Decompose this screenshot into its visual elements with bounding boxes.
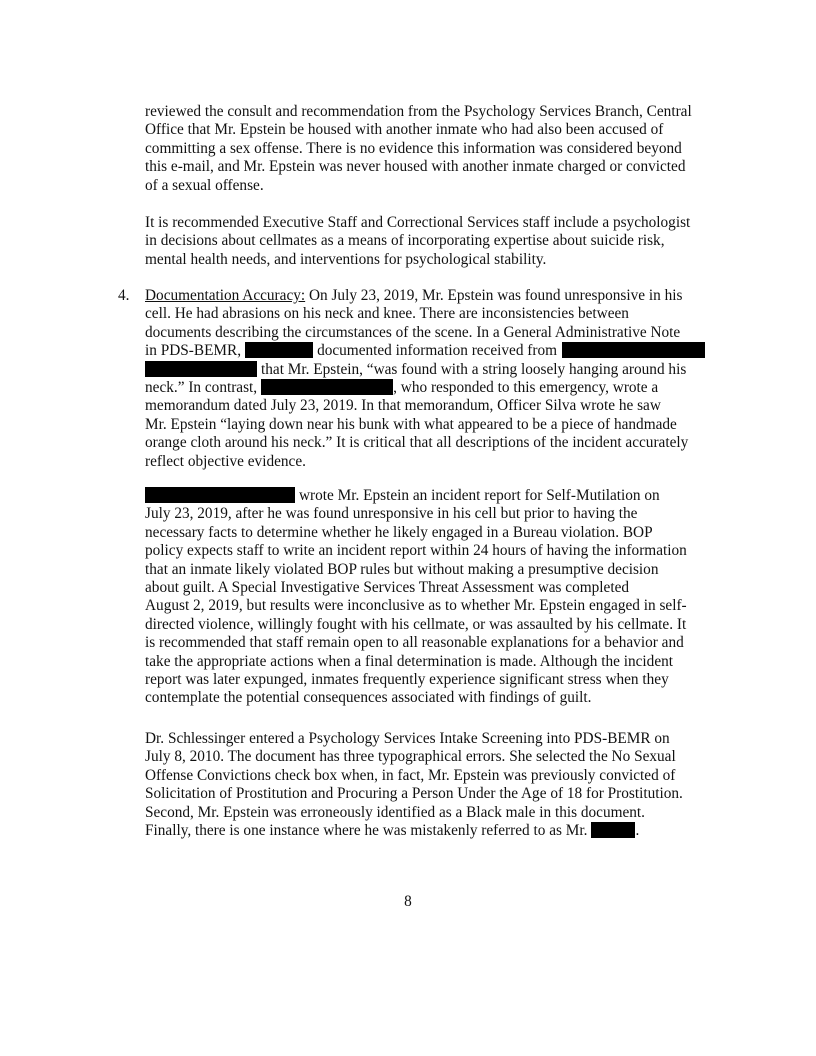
paragraph-intake-screening	[145, 730, 720, 840]
text-line: July 8, 2010. The document has three typographical errors. She selected the No Sexual	[145, 748, 676, 766]
text-fragment: documented information received from	[317, 342, 558, 360]
text-line: of a sexual offense.	[145, 176, 264, 194]
text-line	[145, 379, 720, 397]
text-line: necessary facts to determine whether he likely engaged in a Bureau violation. BOP	[145, 523, 653, 541]
text-line: Offense Convictions check box when, in fact, Mr. Epstein was previously convicted of	[145, 766, 676, 784]
text-line: orange cloth around his neck.” It is critical that all descriptions of the incident accurately	[145, 434, 689, 452]
text-line: about guilt. A Special Investigative Services Threat Assessment was completed	[145, 578, 630, 596]
redaction-box	[261, 379, 393, 395]
text-line: directed violence, willingly fought with his cellmate, or was assaulted by his cellmate. It	[145, 615, 687, 633]
text-line: memorandum dated July 23, 2019. In that memorandum, Officer Silva wrote he saw	[145, 397, 661, 415]
text-line: Dr. Schlessinger entered a Psychology Services Intake Screening into PDS-BEMR on	[145, 730, 670, 747]
text-line: Second, Mr. Epstein was erroneously identified as a Black male in this document.	[145, 803, 646, 821]
text-fragment: wrote Mr. Epstein an incident report for Self-Mutilation on	[299, 487, 660, 504]
redaction-box	[245, 342, 313, 358]
text-line: Mr. Epstein “laying down near his bunk with what appeared to be a piece of handmade	[145, 415, 677, 433]
text-line	[145, 822, 720, 840]
text-line: that an inmate likely violated BOP rules but without making a presumptive decision	[145, 560, 659, 578]
text-line: reviewed the consult and recommendation from the Psychology Services Branch, Central	[145, 103, 692, 120]
text-line	[145, 342, 720, 360]
text-line: contemplate the potential consequences associated with findings of guilt.	[145, 689, 592, 707]
text-line: mental health needs, and interventions for psychological stability.	[145, 250, 547, 268]
text-line: It is recommended Executive Staff and Correctional Services staff include a psychologist	[145, 214, 691, 231]
list-item-number: 4.	[118, 287, 130, 304]
text-fragment: Finally, there is one instance where he was mistakenly referred to as Mr.	[145, 821, 588, 839]
redaction-box	[145, 487, 295, 503]
text-line	[145, 487, 720, 505]
text-line: take the appropriate actions when a final determination is made. Although the incident	[145, 652, 674, 670]
text-line: report was later expunged, inmates frequently experience significant stress when they	[145, 670, 669, 688]
text-line: Office that Mr. Epstein be housed with another inmate who had also been accused of	[145, 121, 664, 139]
redaction-box	[562, 342, 705, 358]
text-line: documents describing the circumstances of the scene. In a General Administrative Note	[145, 323, 681, 341]
redaction-box	[145, 361, 257, 377]
paragraph-recommendation-psychologist	[145, 214, 720, 269]
text-line: this e-mail, and Mr. Epstein was never housed with another inmate charged or convicted	[145, 158, 686, 176]
paragraph-cellmate-consult	[145, 103, 720, 195]
text-line: Solicitation of Prostitution and Procuring a Person Under the Age of 18 for Prostitution.	[145, 785, 683, 803]
text-line: in decisions about cellmates as a means of incorporating expertise about suicide risk,	[145, 232, 665, 250]
text-fragment: neck.” In contrast,	[145, 378, 258, 396]
text-line	[145, 287, 720, 305]
section-heading: Documentation Accuracy:	[145, 287, 306, 304]
paragraph-documentation-accuracy	[145, 287, 720, 471]
text-line: cell. He had abrasions on his neck and knee. There are inconsistencies between	[145, 305, 629, 323]
text-fragment: On July 23, 2019, Mr. Epstein was found unresponsive in his	[305, 287, 683, 304]
page-number: 8	[404, 893, 412, 910]
paragraph-incident-report	[145, 487, 720, 708]
text-line	[145, 361, 720, 379]
text-line: policy expects staff to write an incident report within 24 hours of having the information	[145, 542, 687, 560]
text-line: is recommended that staff remain open to all reasonable explanations for a behavior and	[145, 634, 684, 652]
text-fragment: in PDS-BEMR,	[145, 342, 242, 360]
text-fragment: .	[635, 821, 640, 839]
text-line: July 23, 2019, after he was found unresponsive in his cell but prior to having the	[145, 505, 638, 523]
text-fragment: , who responded to this emergency, wrote a	[393, 378, 659, 396]
text-line: August 2, 2019, but results were inconclusive as to whether Mr. Epstein engaged in self-	[145, 597, 687, 615]
text-line: reflect objective evidence.	[145, 452, 306, 470]
text-line: committing a sex offense. There is no evidence this information was considered beyond	[145, 139, 682, 157]
redaction-box	[591, 822, 635, 838]
text-fragment: that Mr. Epstein, “was found with a string loosely hanging around his	[261, 360, 687, 378]
